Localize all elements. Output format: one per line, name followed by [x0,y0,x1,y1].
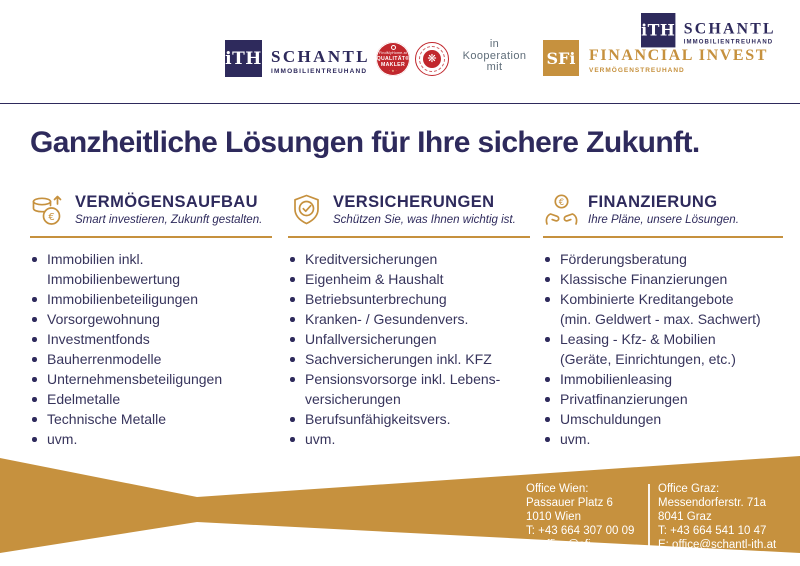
list-item: uvm. [288,429,530,449]
list-item: Kombinierte Kreditangebote (min. Geldwert - max. Sachwert) [543,289,783,329]
list-item: E: office@sfi-invest.com [526,539,595,565]
cooperation-line: mit [486,61,503,73]
finanzierung-list [543,249,783,449]
office-title: Office Wien: [526,483,589,495]
svg-text:€: € [558,198,565,208]
office-wien-details [526,496,644,566]
office-wien-block [526,482,644,566]
office-graz-details [658,496,790,552]
list-item: Immobilienbeteiligungen [30,289,272,309]
sfi-logo-tagline: VERMÖGENSTREUHAND [589,67,685,74]
list-item: Vorsorgewohnung [30,309,272,329]
list-item: Leasing - Kfz- & Mobilien (Geräte, Einrichtungen, etc.) [543,329,783,369]
section-underline [30,236,272,238]
list-item: 1010 Wien [526,511,581,523]
office-graz-block [658,482,790,552]
header-divider [0,103,800,104]
section-title: VERSICHERUNGEN [333,193,495,211]
list-item: Passauer Platz 6 [526,497,613,509]
list-item: Investmentfonds [30,329,272,349]
list-item: Unfallversicherungen [288,329,530,349]
seal-emblem-icon [391,45,396,50]
list-item: Edelmetalle [30,389,272,409]
section-underline [543,236,783,238]
section-subtitle: Ihre Pläne, unsere Lösungen. [588,214,739,226]
office-title: Office Graz: [658,483,720,495]
list-item: T: +43 664 307 00 09 [526,525,635,537]
versicherungen-list [288,249,530,449]
ith-monogram-icon: iTH [641,13,675,47]
list-item: 8041 Graz [658,511,712,523]
seal-stars: · ★ · [389,69,397,73]
hands-coin-icon [543,192,580,229]
schantl-logo-tagline: IMMOBILIENTREUHAND [271,68,368,75]
seal-subtitle-text: MAKLER [381,62,405,68]
list-item: Berufsunfähigkeitsvers. [288,409,530,429]
page-title: Ganzheitliche Lösungen für Ihre sichere Zukunft. [30,126,700,159]
section-underline [288,236,530,238]
sfi-logo-name: FINANCIAL INVEST [589,47,768,64]
seal-title-text: QUALITÄT® [376,56,410,62]
list-item: Privatfinanzierungen [543,389,783,409]
ith-monogram-icon: iTH [225,40,262,77]
list-item: Eigenheim & Haushalt [288,269,530,289]
section-title: FINANZIERUNG [588,193,718,211]
list-item: E: office@schantl-ith.at [658,539,777,551]
schantl-logo [225,40,370,77]
quality-makler-seal-icon [376,42,410,76]
list-item: Sachversicherungen inkl. KFZ [288,349,530,369]
schantl-corner-logo [641,13,776,47]
svg-text:€: € [48,212,55,223]
list-item: Immobilienleasing [543,369,783,389]
section-versicherungen [288,190,530,449]
section-subtitle: Smart investieren, Zukunft gestalten. [75,214,263,226]
cooperation-label [452,39,537,74]
vermoegensaufbau-list [30,249,272,449]
list-item: Unternehmensbeteiligungen [30,369,272,389]
office-divider [648,484,650,546]
award-seal-icon [415,42,449,76]
schantl-logo-name: SCHANTL [271,47,370,66]
list-item: Förderungsberatung [543,249,783,269]
section-vermoegensaufbau [30,190,272,449]
list-item: Kranken- / Gesundenvers. [288,309,530,329]
list-item: Pensionsvorsorge inkl. Lebens- versicherungen [288,369,530,409]
list-item: Kreditversicherungen [288,249,530,269]
cooperation-line: in [489,38,500,50]
section-title: VERMÖGENSAUFBAU [75,193,258,211]
seal-brand-text: FindMyHome.at [379,51,407,55]
list-item: T: +43 664 541 10 47 [658,525,767,537]
list-item: uvm. [30,429,272,449]
shield-check-icon [288,192,325,229]
schantl-logo-name: SCHANTL [683,19,776,38]
schantl-logo-tagline: IMMOBILIENTREUHAND [683,39,774,46]
list-item: uvm. [543,429,783,449]
section-subtitle: Schützen Sie, was Ihnen wichtig ist. [333,214,516,226]
list-item: Messendorferstr. 71a [658,497,767,509]
sfi-monogram-icon: SFi [543,40,579,76]
eagle-emblem-icon: ❋ [423,50,441,68]
cooperation-line: Kooperation [462,49,527,62]
list-item: Technische Metalle [30,409,272,429]
list-item: Umschuldungen [543,409,783,429]
coins-growth-icon [30,192,67,229]
list-item: Immobilien inkl. Immobilienbewertung [30,249,272,289]
list-item: Bauherrenmodelle [30,349,272,369]
list-item: Betriebsunterbrechung [288,289,530,309]
section-finanzierung [543,190,783,449]
list-item: Klassische Finanzierungen [543,269,783,289]
seal-ring-text-icon [419,46,445,72]
